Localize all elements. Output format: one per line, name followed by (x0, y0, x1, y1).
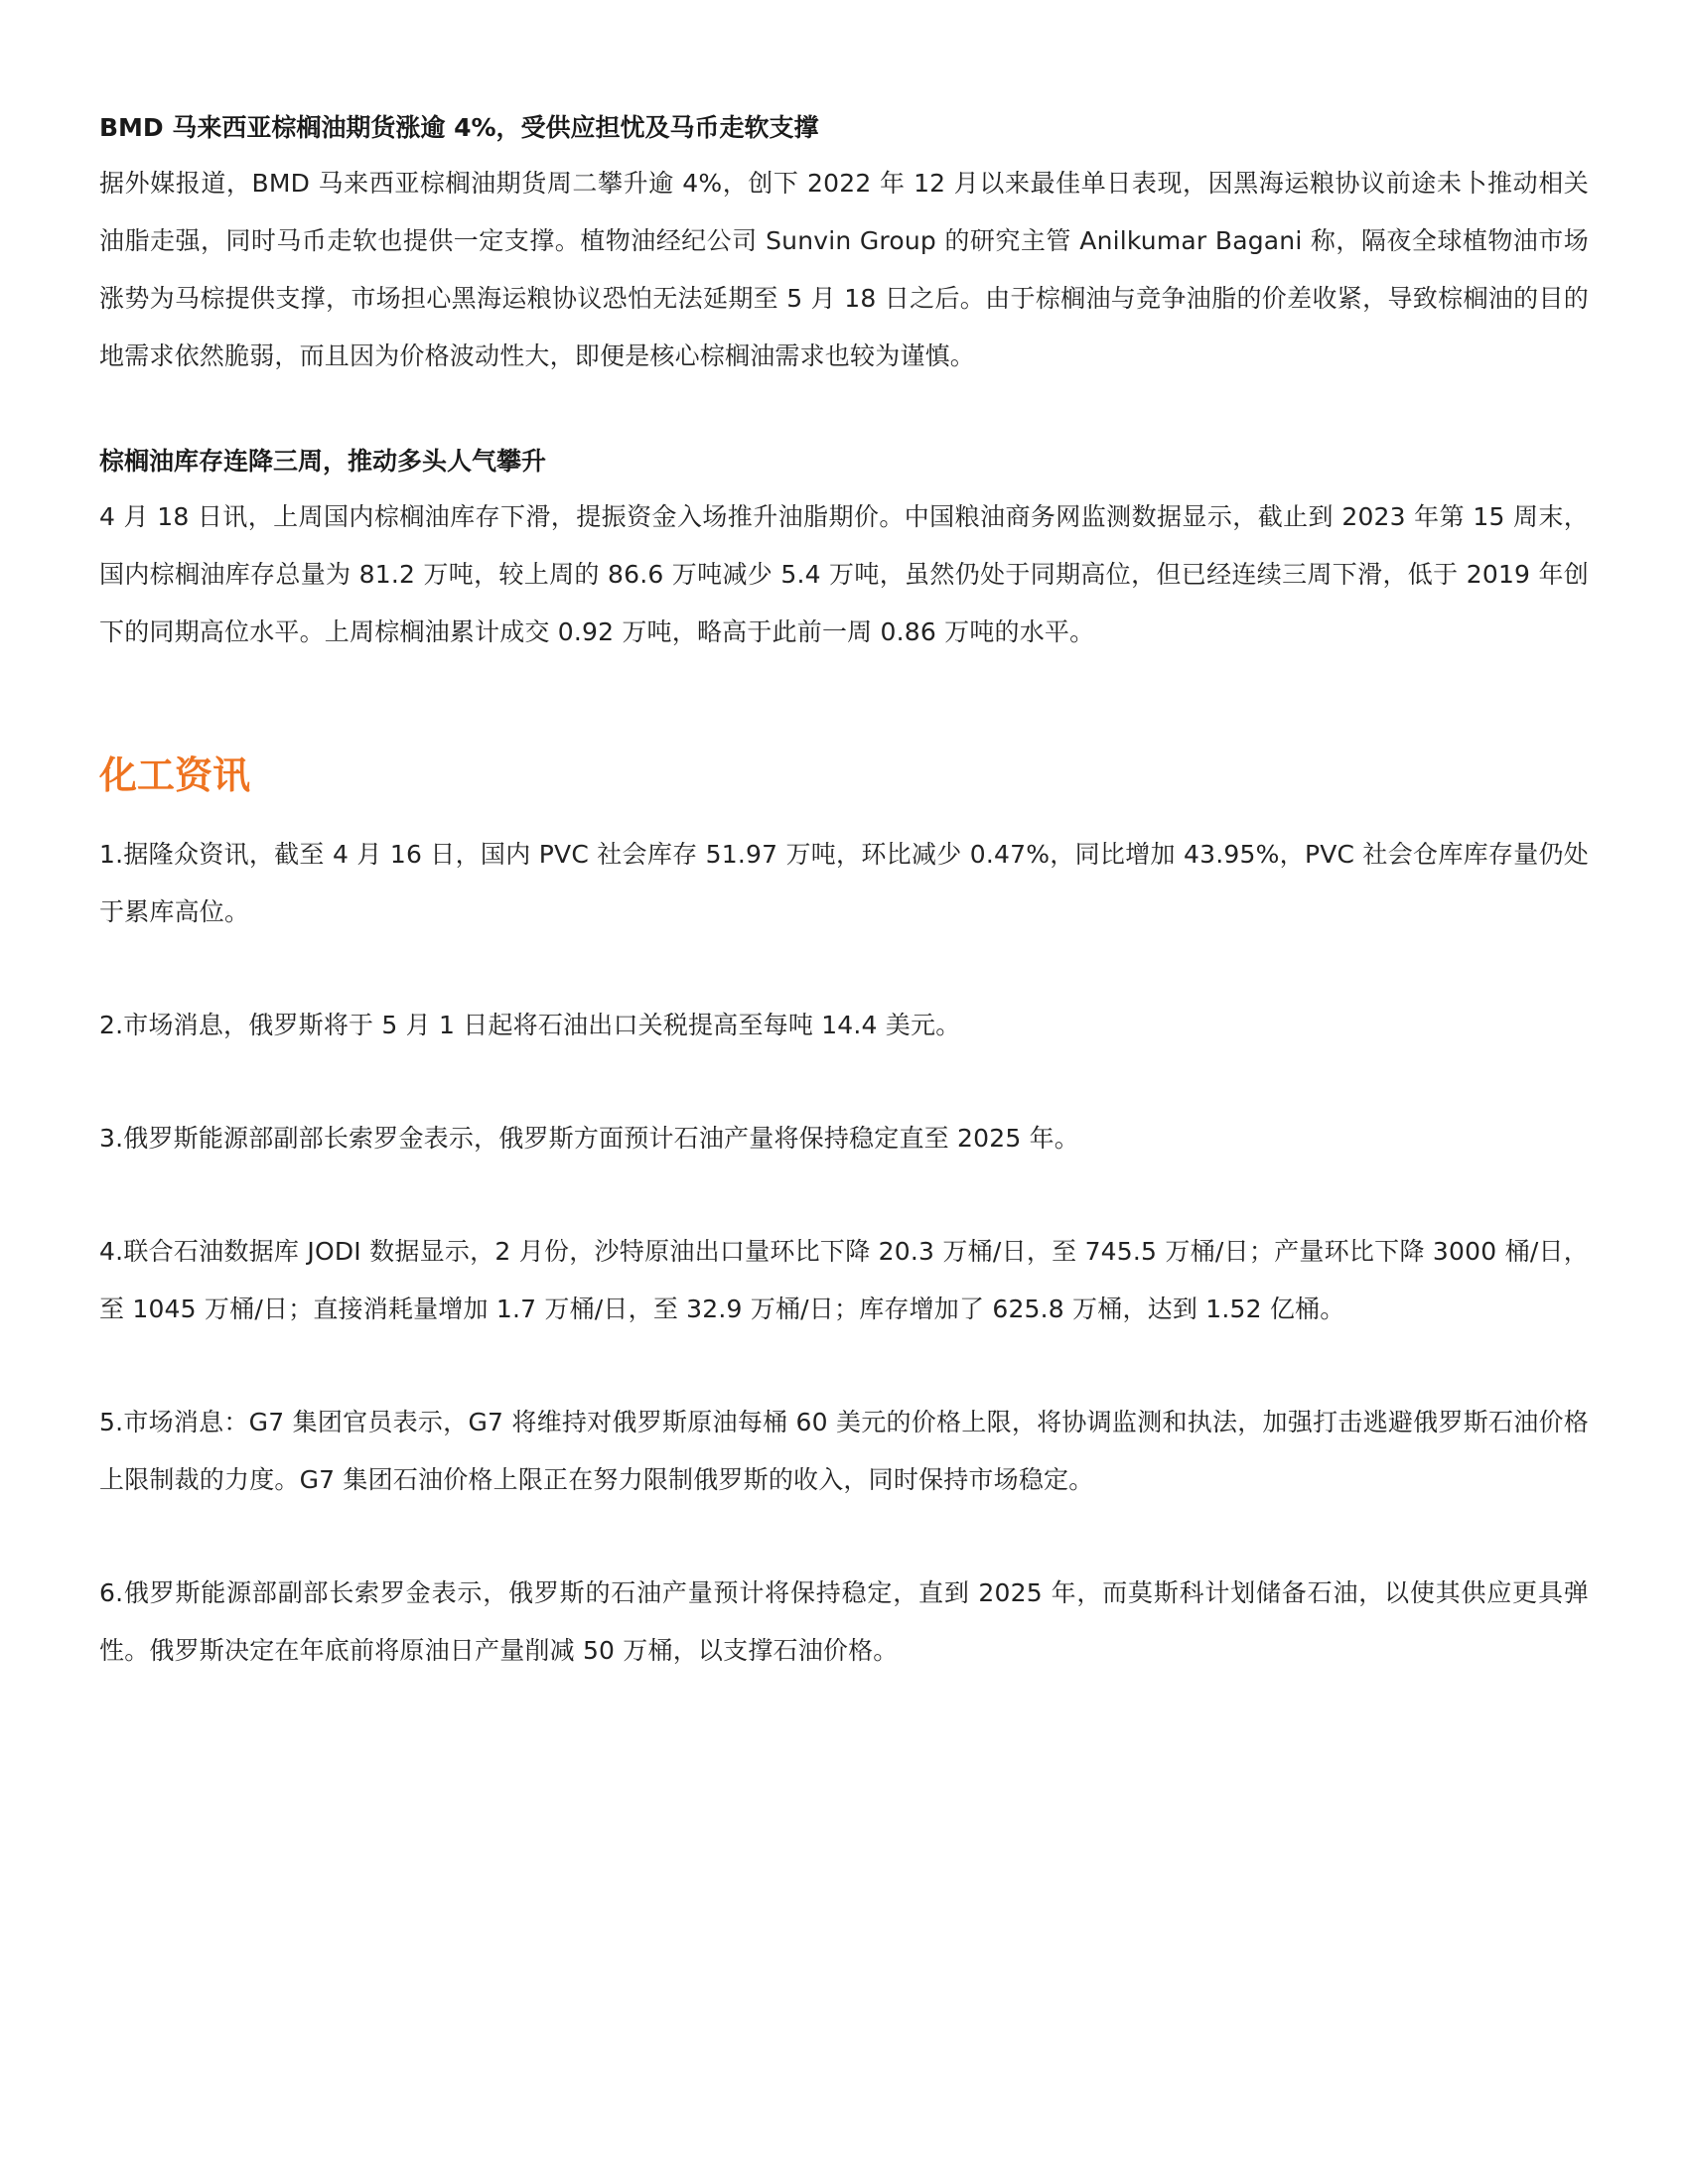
chemical-news-item-6: 6.俄罗斯能源部副部长索罗金表示，俄罗斯的石油产量预计将保持稳定，直到 2025 年，而莫斯科计划储备石油，以使其供应更具弹性。俄罗斯决定在年底前将原油日产量削减 50 万桶，以支撑石油价格。 (99, 1578, 1589, 1665)
news-article-palm-oil-inventory (99, 443, 1589, 661)
chemical-news-item-4: 4.联合石油数据库 JODI 数据显示，2 月份，沙特原油出口量环比下降 20.3 万桶/日，至 745.5 万桶/日；产量环比下降 3000 桶/日，至 1045 万桶/日；直接消耗量增加 1.7 万桶/日，至 32.9 万桶/日；库存增加了 625.8 万桶，达到 1.52 亿桶。 (99, 1237, 1589, 1323)
article-body: 据外媒报道，BMD 马来西亚棕榈油期货周二攀升逾 4%，创下 2022 年 12 月以来最佳单日表现，因黑海运粮协议前途未卜推动相关油脂走强，同时马币走软也提供一定支撑。植物油经纪公司 Sunvin Group 的研究主管 Anilkumar Bagani 称，隔夜全球植物油市场涨势为马棕提供支撑，市场担心黑海运粮协议恐怕无法延期至 5 月 18 日之后。由于棕榈油与竞争油脂的价差收紧，导致棕榈油的目的地需求依然脆弱，而且因为价格波动性大，即便是核心棕榈油需求也较为谨慎。 (99, 169, 1589, 370)
news-article-palm-oil-futures (99, 109, 1589, 385)
article-title: 棕榈油库存连降三周，推动多头人气攀升 (99, 447, 547, 476)
section-heading: 化工资讯 (99, 753, 251, 797)
chemical-news-section (99, 751, 1589, 1680)
chemical-news-item-1: 1.据隆众资讯，截至 4 月 16 日，国内 PVC 社会库存 51.97 万吨，环比减少 0.47%，同比增加 43.95%，PVC 社会仓库库存量仍处于累库高位。 (99, 840, 1589, 926)
chemical-news-item-2: 2.市场消息，俄罗斯将于 5 月 1 日起将石油出口关税提高至每吨 14.4 美元。 (99, 1011, 961, 1039)
chemical-news-item-3: 3.俄罗斯能源部副部长索罗金表示，俄罗斯方面预计石油产量将保持稳定直至 2025 年。 (99, 1124, 1079, 1153)
article-body: 4 月 18 日讯，上周国内棕榈油库存下滑，提振资金入场推升油脂期价。中国粮油商务网监测数据显示，截止到 2023 年第 15 周末，国内棕榈油库存总量为 81.2 万吨，较上周的 86.6 万吨减少 5.4 万吨，虽然仍处于同期高位，但已经连续三周下滑，低于 2019 年创下的同期高位水平。上周棕榈油累计成交 0.92 万吨，略高于此前一周 0.86 万吨的水平。 (99, 502, 1589, 646)
chemical-news-item-5: 5.市场消息：G7 集团官员表示，G7 将维持对俄罗斯原油每桶 60 美元的价格上限，将协调监测和执法，加强打击逃避俄罗斯石油价格上限制裁的力度。G7 集团石油价格上限正在努力限制俄罗斯的收入，同时保持市场稳定。 (99, 1408, 1589, 1494)
document-page (99, 109, 1589, 1735)
article-title: BMD 马来西亚棕榈油期货涨逾 4%，受供应担忧及马币走软支撑 (99, 113, 819, 142)
